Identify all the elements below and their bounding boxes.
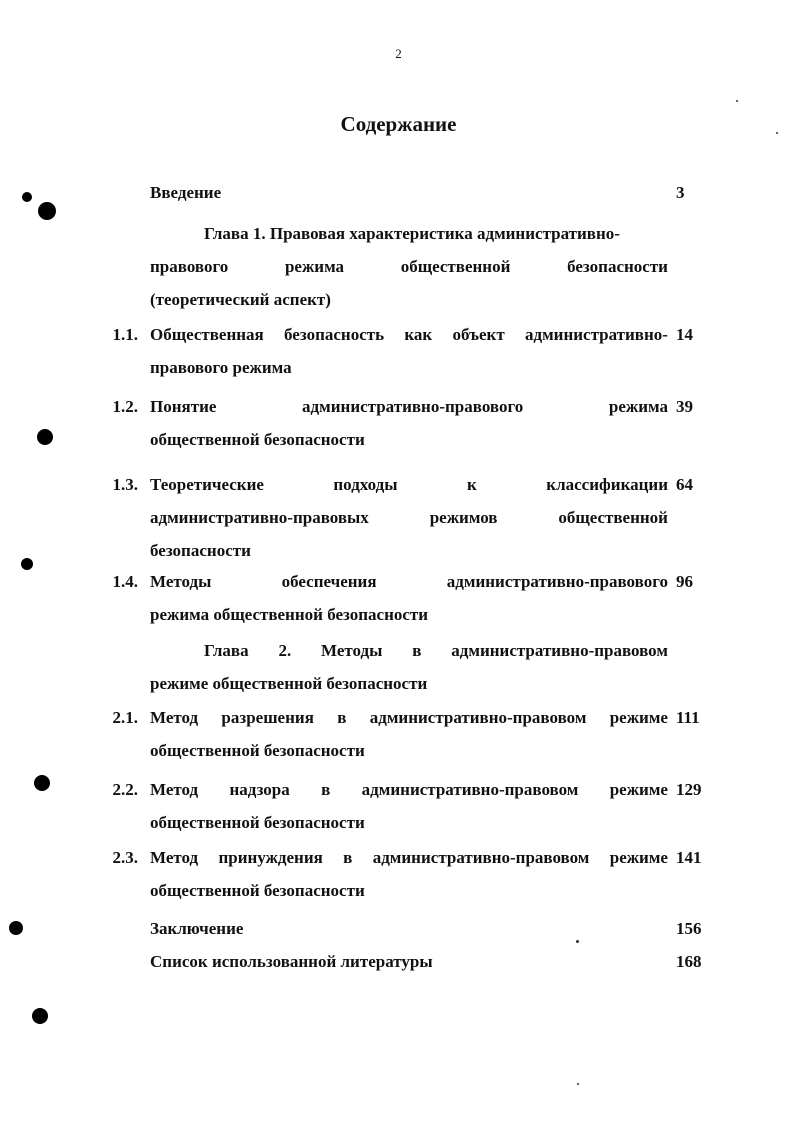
toc-conclusion-page: 156 (676, 919, 702, 938)
punch-hole-mark (38, 202, 56, 220)
page-number: 2 (395, 46, 402, 61)
toc-bibliography-title: Список использованной литературы (150, 952, 433, 971)
toc-2-1-title: Метод разрешения в административно-правовом режиме общественной безопасности (150, 708, 668, 760)
toc-1-1-title: Общественная безопасность как объект административно- правового режима (150, 325, 668, 377)
toc-intro-title: Введение (150, 183, 222, 202)
toc-1-3-page: 64 (676, 475, 693, 494)
toc-intro-page: 3 (676, 183, 685, 202)
toc-2-3-page: 141 (676, 848, 702, 867)
toc-2-2-title: Метод надзора в административно-правовом режиме общественной безопасности (150, 780, 668, 832)
punch-hole-mark (37, 429, 53, 445)
toc-2-1-page: 111 (676, 708, 700, 727)
punch-hole-mark (32, 1008, 48, 1024)
page-title: Содержание (340, 112, 457, 136)
toc-2-3-number: 2.3. (112, 848, 138, 867)
toc-1-3-number: 1.3. (112, 475, 138, 494)
toc-1-4-title: Методы обеспечения административно-правового режима общественной безопасности (150, 572, 668, 624)
toc-2-3-title: Метод принуждения в административно-правовом режиме общественной безопасности (150, 848, 668, 900)
toc-2-1-number: 2.1. (112, 708, 138, 727)
toc-1-4-page: 96 (676, 572, 693, 591)
toc-bibliography-page: 168 (676, 952, 702, 971)
toc-chapter-1: Глава 1. Правовая характеристика административно- правового режима общественной безопасности (теоретический аспект) (150, 224, 668, 309)
punch-hole-mark (9, 921, 23, 935)
toc-1-2-page: 39 (676, 397, 693, 416)
punch-hole-mark (22, 192, 32, 202)
punch-hole-mark (21, 558, 33, 570)
toc-1-1-number: 1.1. (112, 325, 138, 344)
toc-conclusion-title: Заключение (150, 919, 244, 938)
toc-2-2-number: 2.2. (112, 780, 138, 799)
toc-1-4-number: 1.4. (112, 572, 138, 591)
toc-2-2-page: 129 (676, 780, 702, 799)
punch-hole-mark (34, 775, 50, 791)
toc-1-2-title: Понятие административно-правового режима общественной безопасности (150, 397, 668, 449)
scan-speck (736, 100, 738, 102)
toc-1-1-page: 14 (676, 325, 693, 344)
toc-1-2-number: 1.2. (112, 397, 138, 416)
toc-chapter-2: Глава 2. Методы в административно-правовом режиме общественной безопасности (150, 641, 668, 693)
toc-1-3-title: Теоретические подходы к классификации административно-правовых режимов общественной безопасности (150, 475, 668, 560)
scan-speck (577, 1083, 579, 1085)
chapter-1-line-2: правового режима общественной безопасности (150, 257, 668, 276)
